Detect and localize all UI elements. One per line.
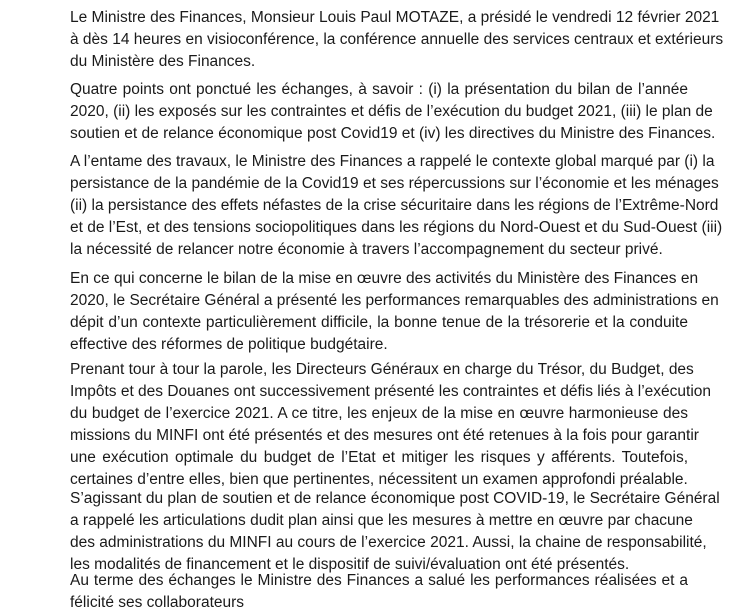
- paragraph-closing: [70, 570, 688, 614]
- text-line: des administrations du MINFI au cours de l’exercice 2021. Aussi, la chaine de responsabilité,: [70, 534, 707, 551]
- paragraph-global-context: [70, 151, 723, 261]
- text-line: Impôts et des Douanes ont successivement présenté les contraintes et défis liés à l’exécution: [70, 383, 712, 400]
- text-line: les modalités de financement et le dispositif de suivi/évaluation ont été présentés.: [70, 556, 630, 573]
- text-line: à dès 14 heures en visioconférence, la conférence annuelle des services centraux et extérieurs: [70, 31, 724, 48]
- text-line: 2020, le Secrétaire Général a présenté les performances remarquables des administrations en: [70, 292, 719, 309]
- paragraph-recovery-plan: [70, 488, 720, 576]
- text-line: 2020, (ii) les exposés sur les contraintes et défis de l’exécution du budget 2021, (iii) le plan de: [70, 103, 713, 120]
- paragraph-conference-intro: [70, 7, 724, 73]
- text-line: dépit d’un contexte particulièrement difficile, la bonne tenue de la trésorerie et la conduite: [70, 314, 688, 331]
- text-line: S’agissant du plan de soutien et de relance économique post COVID-19, le Secrétaire Général: [70, 490, 720, 507]
- text-line: la nécessité de relancer notre économie à travers l’accompagnement du secteur privé.: [70, 241, 663, 258]
- text-line: a rappelé les articulations dudit plan ainsi que les mesures à mettre en œuvre par chacune: [70, 512, 693, 529]
- text-line: certaines d’entre elles, bien que pertinentes, nécessitent un examen approfondi préalable.: [70, 471, 688, 488]
- text-line: (ii) la persistance des effets néfastes de la crise sécuritaire dans les régions de l’Extrême-Nord: [70, 197, 719, 214]
- text-line: Au terme des échanges le Ministre des Finances a salué les performances réalisées et a: [70, 572, 688, 589]
- paragraph-directors-presentations: [70, 359, 712, 491]
- text-line: Quatre points ont ponctué les échanges, à savoir : (i) la présentation du bilan de l’année: [70, 81, 688, 98]
- text-line: A l’entame des travaux, le Ministre des Finances a rappelé le contexte global marqué par (i) la: [70, 153, 715, 170]
- paragraph-agenda-points: [70, 79, 716, 145]
- text-line: Prenant tour à tour la parole, les Directeurs Généraux en charge du Trésor, du Budget, des: [70, 361, 694, 378]
- text-line: missions du MINFI ont été présentés et des mesures ont été retenues à la fois pour garantir: [70, 427, 699, 444]
- text-line: une exécution optimale du budget de l’Etat et mitiger les risques y afférents. Toutefois,: [70, 449, 688, 466]
- text-line: et de l’Est, et des tensions sociopolitiques dans les régions du Nord-Ouest et du Sud-Ouest (iii): [70, 219, 723, 236]
- text-line: soutien et de relance économique post Covid19 et (iv) les directives du Ministre des Finances.: [70, 125, 716, 142]
- text-line: du budget de l’exercice 2021. A ce titre, les enjeux de la mise en œuvre harmonieuse des: [70, 405, 688, 422]
- text-line: Le Ministre des Finances, Monsieur Louis Paul MOTAZE, a présidé le vendredi 12 février 2021: [70, 9, 720, 26]
- text-line: félicité ses collaborateurs: [70, 594, 245, 611]
- paragraph-2020-review: [70, 268, 719, 356]
- text-line: effective des réformes de politique budgétaire.: [70, 336, 388, 353]
- text-line: du Ministère des Finances.: [70, 53, 256, 70]
- text-line: En ce qui concerne le bilan de la mise en œuvre des activités du Ministère des Finances en: [70, 270, 699, 287]
- text-line: persistance de la pandémie de la Covid19 et ses répercussions sur l’économie et les ménages: [70, 175, 719, 192]
